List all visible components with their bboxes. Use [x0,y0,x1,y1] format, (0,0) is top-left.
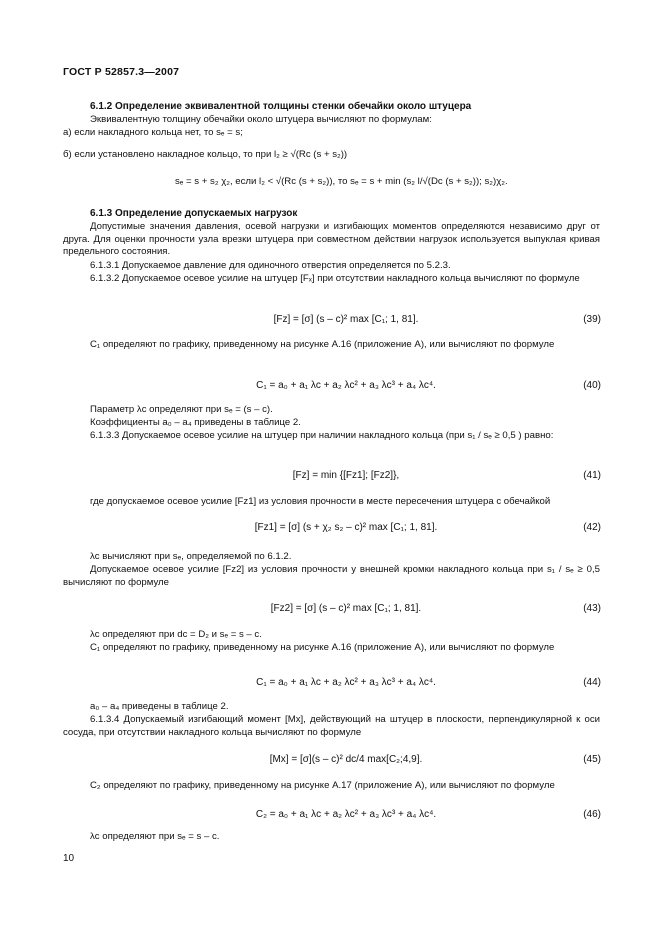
s612-line1: Эквивалентную толщину обечайки около штуцера вычисляют по формулам: [90,114,432,125]
s613-paragraph8: где допускаемое осевое усилие [Fz1] из условия прочности в месте пересечения штуцера с обечайкой [90,496,551,507]
s613-paragraph5: Параметр λc определяют при sₑ = (s – c). [90,404,273,415]
s613-paragraph6: Коэффициенты a₀ – a₄ приведены в таблице 2. [90,417,301,428]
equation-42-number: (42) [583,522,601,533]
equation-46: C₂ = a₀ + a₁ λc + a₂ λc² + a₃ λc³ + a₄ λc⁴. [255,809,437,820]
equation-43-number: (43) [583,603,601,614]
equation-44: C₁ = a₀ + a₁ λc + a₂ λc² + a₃ λc³ + a₄ λc⁴. [256,677,436,688]
equation-45-number: (45) [583,754,601,765]
s613-paragraph11: λc определяют при dc = D₂ и sₑ = s – c. [90,629,262,640]
s612-line3: б) если установлено накладное кольцо, то при l₂ ≥ √(Rᴄ (s + s₂)) [63,149,348,160]
s613-paragraph4: C₁ определяют по графику, приведенному на рисунке А.16 (приложение А), или вычисляют по формуле [90,339,555,350]
equation-40-number: (40) [583,380,601,391]
s613-paragraph16: λc определяют при sₑ = s – c. [90,831,220,842]
equation-44-number: (44) [583,677,601,688]
s613-paragraph3: 6.1.3.2 Допускаемое осевое усилие на штуцер [Fₓ] при отсутствии накладного кольца вычисляют по формуле [90,273,580,284]
equation-40: C₁ = a₀ + a₁ λc + a₂ λc² + a₃ λc³ + a₄ λc⁴. [256,380,436,391]
equation-45: [Mx] = [σ](s – c)² dc/4 max[C₂;4,9]. [269,754,423,765]
standard-header: ГОСТ Р 52857.3—2007 [63,66,180,78]
s613-paragraph10: Допускаемое осевое усилие [Fz2] из условия прочности у внешней кромки накладного кольца при s₁ / sₑ ≥ 0,5 вычисляют по формуле [63,564,600,588]
equation-41-number: (41) [583,470,601,481]
s612-formula: sₑ = s + s₂ χ₂, если l₂ < √(Rᴄ (s + s₂)), то sₑ = s + min (s₂ l/√(Dᴄ (s + s₂)); s₂)χ₂. [175,176,508,187]
s613-paragraph9: λc вычисляют при sₑ, определяемой по 6.1.2. [90,551,292,562]
section-613-title: 6.1.3 Определение допускаемых нагрузок [90,208,298,219]
s612-line2: а) если накладного кольца нет, то sₑ = s; [63,127,243,138]
equation-43: [Fz2] = [σ] (s – c)² max [C₁; 1, 81]. [270,603,422,614]
s613-paragraph1: Допустимые значения давления, осевой нагрузки и изгибающих моментов определяются независимо друг от друга. Для оценки прочности узла врезки штуцера при совместном действии нагрузок используется выпуклая кривая предельного состояния. [63,221,600,258]
equation-42: [Fz1] = [σ] (s + χ₂ s₂ – c)² max [C₁; 1, 81]. [254,522,438,533]
s613-paragraph15: C₂ определяют по графику, приведенному на рисунке А.17 (приложение А), или вычисляют по формуле [90,780,555,791]
equation-39: [Fz] = [σ] (s – c)² max [C₁; 1, 81]. [273,314,419,325]
equation-46-number: (46) [583,809,601,820]
s613-paragraph14: 6.1.3.4 Допускаемый изгибающий момент [Mx], действующий на штуцер в плоскости, перпендикулярной к оси сосуда, при отсутствии накладного кольца вычисляют по формуле [63,714,600,738]
equation-39-number: (39) [583,314,601,325]
s613-paragraph7: 6.1.3.3 Допускаемое осевое усилие на штуцер при наличии накладного кольца (при s₁ / sₑ ≥ 0,5 ) равно: [90,430,554,441]
section-612-title: 6.1.2 Определение эквивалентной толщины стенки обечайки около штуцера [90,101,472,112]
s613-paragraph13: a₀ – a₄ приведены в таблице 2. [90,701,229,712]
s613-paragraph2: 6.1.3.1 Допускаемое давление для одиночного отверстия определяется по 5.2.3. [90,260,451,271]
s613-paragraph12: C₁ определяют по графику, приведенному на рисунке А.16 (приложение А), или вычисляют по формуле [90,642,555,653]
equation-41: [Fz] = min {[Fz1]; [Fz2]}, [292,470,400,481]
page-number: 10 [63,853,75,864]
